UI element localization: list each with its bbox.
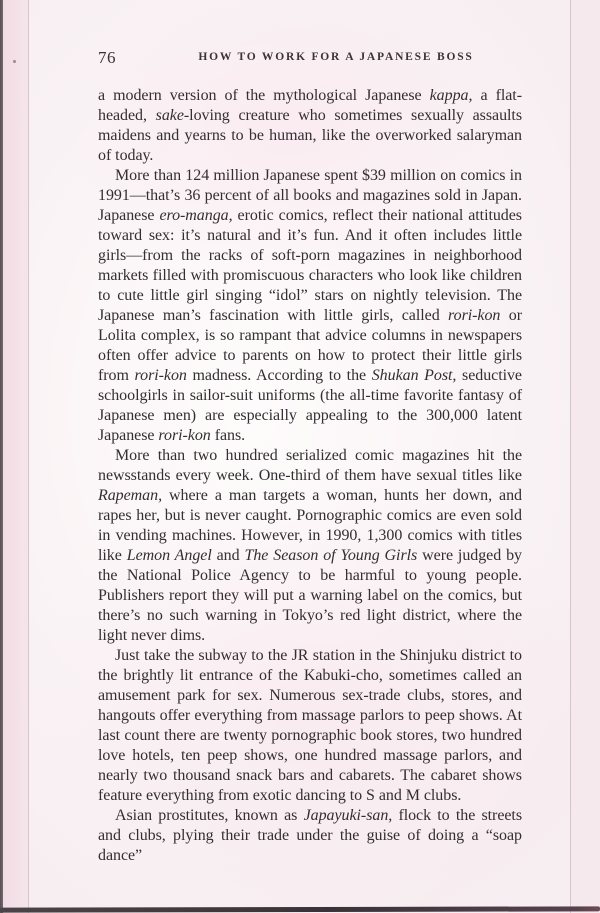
paragraph-3 — [98, 446, 522, 646]
page-right-margin — [571, 0, 600, 913]
italic-run: kappa, — [429, 87, 473, 104]
italic-run: Lemon Angel — [126, 547, 212, 564]
paragraph-5 — [98, 806, 522, 866]
italic-run: Japayuki-san, — [303, 807, 393, 824]
text-run: Just take the subway to the JR station in the Shinjuku district to the brightly lit entrance of the Kabuki-cho, sometimes called an amusement park for sex. Numerous sex-trade clubs, stores, and hangouts offer everything from massage parlors to peep shows. At last count there are twenty pornographic book stores, two hundred love hotels, ten peep shows, one hundred massage parlors, and nearly two thousand snack bars and cabarets. The cabaret shows feature everything from exotic dancing to S and M clubs. — [98, 647, 522, 804]
text-run: More than 124 million Japanese spent $39 million on comics in 1991—that’s 36 percent of all books and magazines sold in Japan. Japanese — [98, 167, 522, 224]
text-run: madness. According to the — [186, 367, 372, 384]
italic-run: The Season of Young Girls — [244, 547, 418, 564]
text-run: Asian prostitutes, known as — [115, 807, 304, 824]
paragraph-1 — [98, 86, 522, 166]
page-number: 76 — [98, 48, 116, 67]
book-bottom-edge — [0, 906, 600, 912]
text-run: erotic comics, reflect their national attitudes toward sex: it’s natural and it’s fun. And it often includes little girls—from the racks of soft-porn magazines in neighborhood markets filled with promiscuous characters who look like children to cute little girl singing “idol” stars on nightly television. The Japanese man’s fascination with little girls, called — [98, 207, 522, 324]
paragraph-2 — [98, 166, 522, 446]
paragraph-4 — [98, 646, 522, 806]
italic-run: Rapeman, — [98, 487, 163, 504]
text-run: where a man targets a woman, hunts her down, and rapes her, but is never caught. Pornographic comics are even sold in vending machines. However, in 1990, 1,300 comics with titles like — [98, 487, 522, 564]
book-left-edge — [0, 0, 3, 913]
italic-run: sake — [155, 107, 184, 124]
italic-run: rori-kon — [134, 367, 187, 384]
text-run: -loving creature who sometimes sexually assaults maidens and yearns to be human, like the overworked salaryman of today. — [98, 107, 523, 164]
italic-run: Shukan Post, — [371, 367, 457, 384]
text-run: or Lolita complex, is so rampant that advice columns in newspapers often offer advice to parents on how to protect their little girls from — [98, 307, 522, 384]
text-run: a flat-headed, — [98, 87, 522, 124]
book-gutter-strip — [3, 0, 29, 913]
text-run: More than two hundred serialized comic magazines hit the newsstands every week. One-third of them have sexual titles like — [98, 447, 522, 484]
text-run: a modern version of the mythological Japanese — [98, 87, 430, 104]
italic-run: rori-kon — [448, 307, 501, 324]
italic-run: rori-kon — [158, 427, 211, 444]
running-header: HOW TO WORK FOR A JAPANESE BOSS — [198, 51, 474, 63]
text-run: flock to the streets and clubs, plying their trade under the guise of doing a “soap dance” — [98, 807, 522, 864]
text-run: seductive schoolgirls in sailor-suit uniforms (the all-time favorite fantasy of Japanese men) are especially appealing to the 300,000 latent Japanese — [98, 367, 522, 444]
text-run: were judged by the National Police Agency to be harmful to young people. Publishers report they will put a warning label on the comics, but there’s no such warning in Tokyo’s red light district, where the light never dims. — [98, 547, 522, 644]
italic-run: ero-manga, — [159, 207, 233, 224]
page-header — [0, 48, 600, 68]
body-text — [98, 86, 522, 866]
text-run: fans. — [210, 427, 246, 444]
text-run: and — [211, 547, 245, 564]
page-right-edge-line — [570, 0, 571, 913]
